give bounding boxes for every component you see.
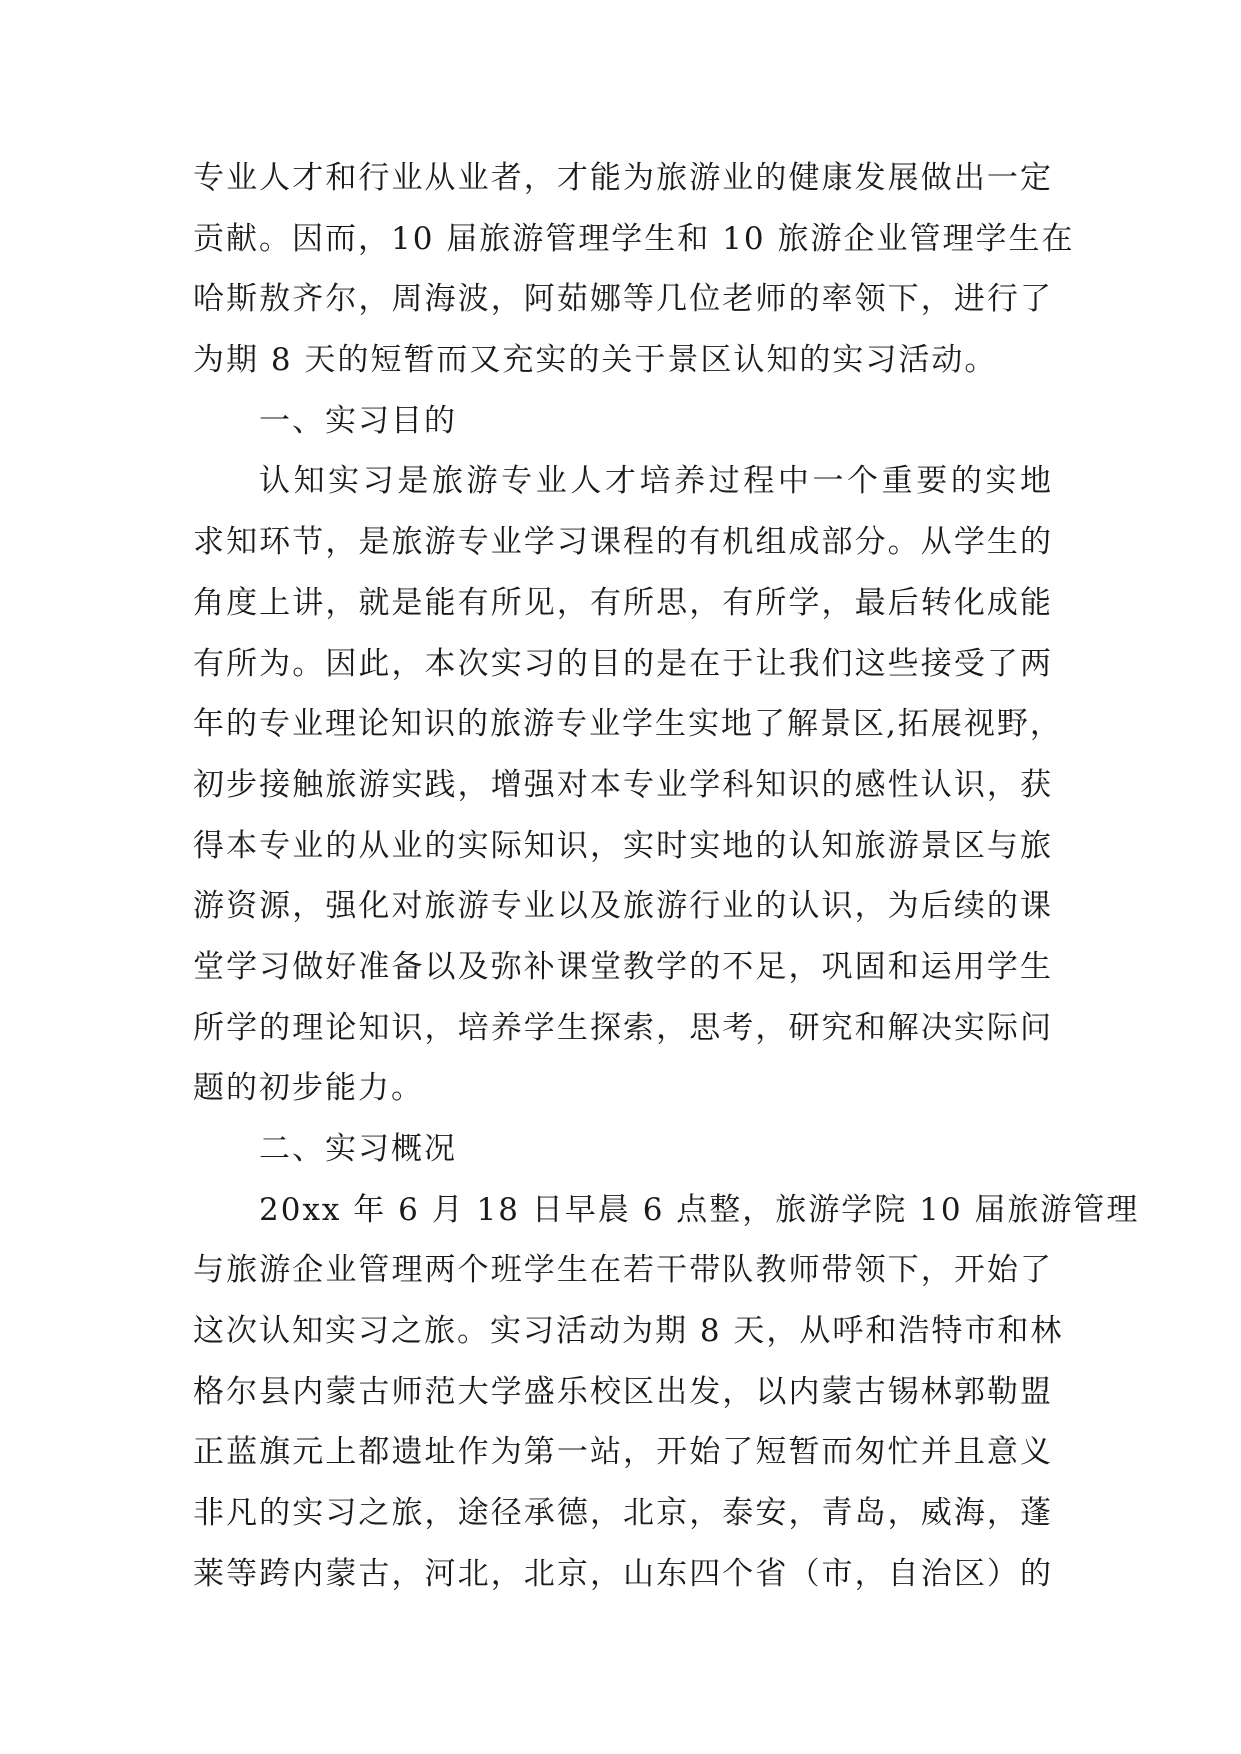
body-line: 与旅游企业管理两个班学生在若干带队教师带领下，开始了 xyxy=(193,1252,1053,1289)
body-line: 非凡的实习之旅，途径承德，北京，泰安，青岛，威海，蓬 xyxy=(193,1495,1053,1532)
body-line: 认知实习是旅游专业人才培养过程中一个重要的实地 xyxy=(259,463,1053,500)
body-line: 堂学习做好准备以及弥补课堂教学的不足，巩固和运用学生 xyxy=(193,948,1053,985)
section-heading-overview: 二、实习概况 xyxy=(259,1131,457,1167)
body-line: 角度上讲，就是能有所见，有所思，有所学，最后转化成能 xyxy=(193,584,1053,621)
body-line: 20xx 年 6 月 18 日早晨 6 点整，旅游学院 10 届旅游管理 xyxy=(259,1191,1140,1228)
section-heading-purpose: 一、实习目的 xyxy=(259,402,457,439)
document-body xyxy=(193,148,1140,1605)
body-line: 有所为。因此，本次实习的目的是在于让我们这些接受了两 xyxy=(193,645,1053,682)
body-line: 专业人才和行业从业者，才能为旅游业的健康发展做出一定 xyxy=(193,160,1053,196)
body-line: 年的专业理论知识的旅游专业学生实地了解景区,拓展视野， xyxy=(193,706,1063,743)
body-line: 初步接触旅游实践，增强对本专业学科知识的感性认识，获 xyxy=(193,766,1053,803)
body-line: 这次认知实习之旅。实习活动为期 8 天，从呼和浩特市和林 xyxy=(193,1313,1064,1350)
body-line: 格尔县内蒙古师范大学盛乐校区出发，以内蒙古锡林郭勒盟 xyxy=(193,1373,1053,1410)
body-line: 莱等跨内蒙古，河北，北京，山东四个省（市，自治区）的 xyxy=(193,1555,1053,1592)
body-line: 得本专业的从业的实际知识，实时实地的认知旅游景区与旅 xyxy=(193,827,1053,864)
body-line: 哈斯敖齐尔，周海波，阿茹娜等几位老师的率领下，进行了 xyxy=(193,281,1053,318)
body-line: 贡献。因而，10 届旅游管理学生和 10 旅游企业管理学生在 xyxy=(193,220,1075,257)
body-line: 游资源，强化对旅游专业以及旅游行业的认识，为后续的课 xyxy=(193,888,1053,925)
body-line: 为期 8 天的短暂而又充实的关于景区认知的实习活动。 xyxy=(193,342,998,379)
body-line: 所学的理论知识，培养学生探索，思考，研究和解决实际问 xyxy=(193,1009,1053,1046)
body-line: 求知环节，是旅游专业学习课程的有机组成部分。从学生的 xyxy=(193,524,1053,561)
body-line: 正蓝旗元上都遗址作为第一站，开始了短暂而匆忙并且意义 xyxy=(193,1434,1053,1471)
body-line: 题的初步能力。 xyxy=(193,1070,424,1107)
